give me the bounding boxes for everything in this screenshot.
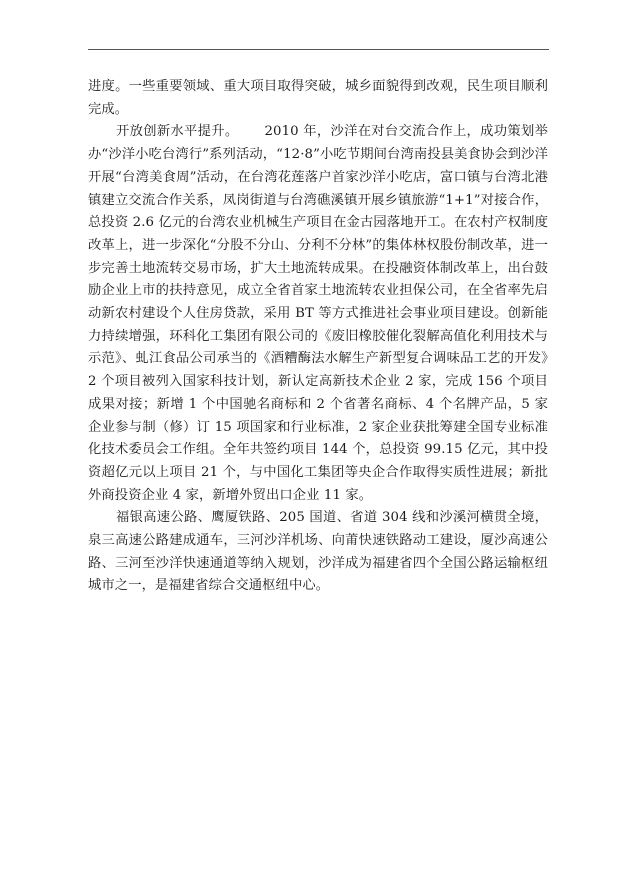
paragraph-lead-phrase: 开放创新水平提升。 [116,124,239,140]
paragraph-opening-innovation [88,121,548,507]
paragraph-transport: 福银高速公路、鹰厦铁路、205 国道、省道 304 线和沙溪河横贯全境，泉三高速公路建成通车，三河沙洋机场、向莆快速铁路动工建设，厦沙高速公路、三河至沙洋快速通道等纳入规划，沙洋成为福建省四个全国公路运输枢纽城市之一，是福建省综合交通枢纽中心。 [88,510,548,594]
header-rule [88,49,549,50]
body-text [88,76,548,598]
paragraph-progress: 进度。一些重要领域、重大项目取得突破，城乡面貌得到改观，民生项目顺利完成。 [88,79,548,117]
paragraph-opening-innovation-text: 2010 年，沙洋在对台交流合作上，成功策划举办“沙洋小吃台湾行”系列活动，“12·8”小吃节期间台湾南投县美食协会到沙洋开展“台湾美食周”活动，在台湾花莲落户首家沙洋小吃店，富口镇与台湾北港镇建立交流合作关系，凤岗街道与台湾礁溪镇开展乡镇旅游“1+1”对接合作，总投资 2.6 亿元的台湾农业机械生产项目在金古园落地开工。在农村产权制度改革上，进一步深化“分股不分山、分利不分林”的集体林权股份制改革，进一步完善土地流转交易市场，扩大土地流转成果。在投融资体制改革上，出台鼓励企业上市的扶持意见，成立全省首家土地流转农业担保公司，在全省率先启动新农村建设个人住房贷款，采用 BT 等方式推进社会事业项目建设。创新能力持续增强，环科化工集团有限公司的《废旧橡胶催化裂解高值化利用技术与示范》、虬江食品公司承当的《酒糟酶法水解生产新型复合调味品工艺的开发》2 个项目被列入国家科技计划，新认定高新技术企业 2 家，完成 156 个项目成果对接；新增 1 个中国驰名商标和 2 个省著名商标、4 个名牌产品，5 家企业参与制（修）订 15 项国家和行业标准，2 家企业获批筹建全国专业标准化技术委员会工作组。全年共签约项目 144 个，总投资 99.15 亿元，其中投资超亿元以上项目 21 个，与中国化工集团等央企合作取得实质性进展；新批外商投资企业 4 家，新增外贸出口企业 11 家。 [88,124,548,503]
